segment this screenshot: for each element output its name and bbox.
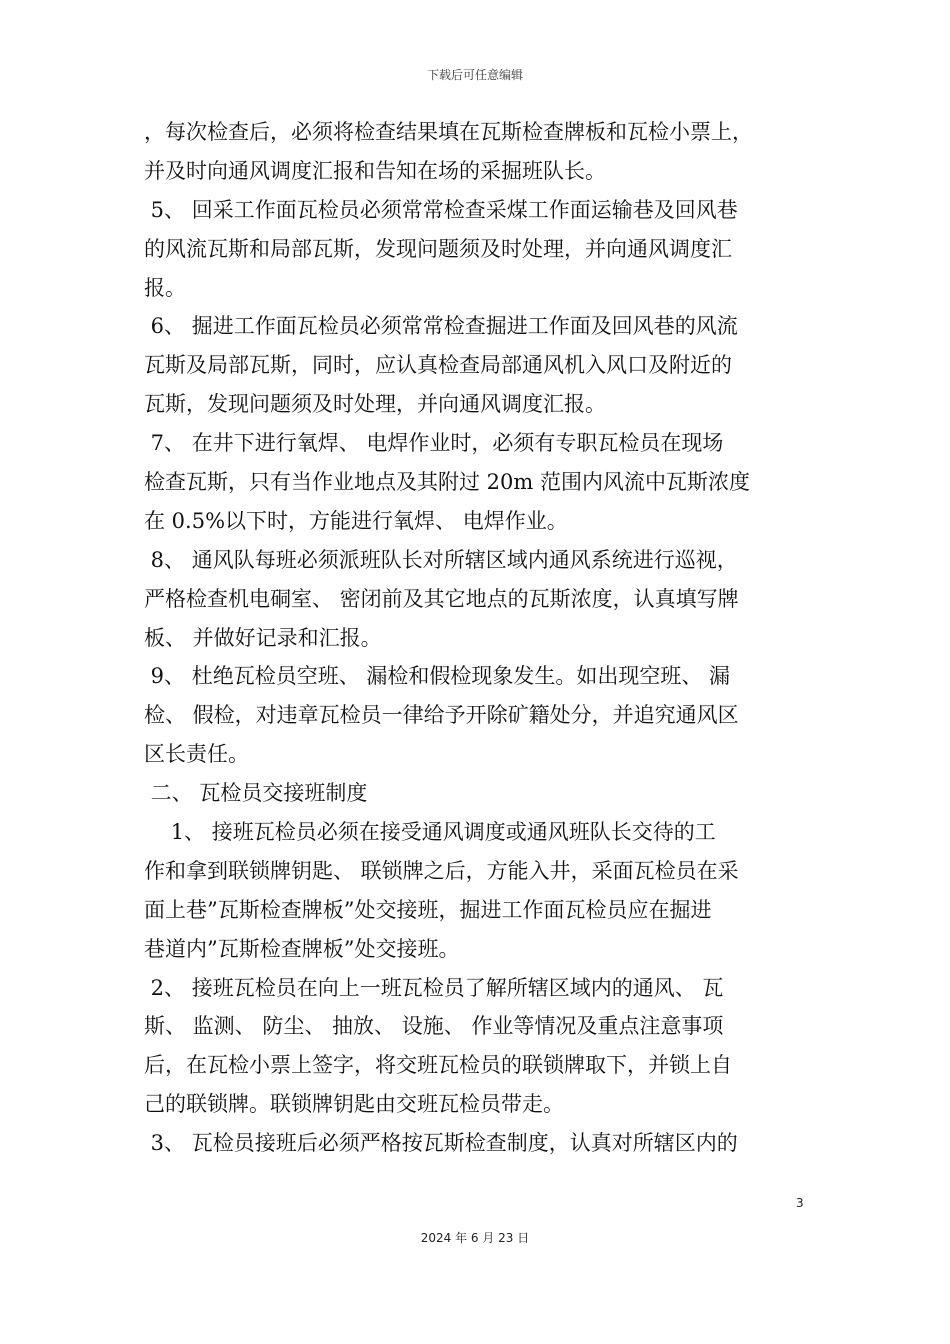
text-line: 1、 接班瓦检员必须在接受通风调度或通风班队长交待的工	[144, 820, 716, 845]
text-line: 3、 瓦检员接班后必须严格按瓦斯检查制度，认真对所辖区内的	[144, 1131, 738, 1156]
text-line: 检、 假检，对违章瓦检员一律给予开除矿籍处分，并追究通风区	[144, 703, 739, 728]
document-body	[144, 113, 808, 1163]
text-line: 板、 并做好记录和汇报。	[144, 625, 382, 650]
text-line: 区长责任。	[144, 742, 249, 767]
section-heading: 二、 瓦检员交接班制度	[144, 781, 368, 806]
text-line: 9、 杜绝瓦检员空班、 漏检和假检现象发生。如出现空班、 漏	[144, 664, 731, 689]
text-line: 5、 回采工作面瓦检员必须常常检查采煤工作面运输巷及回风巷	[144, 197, 738, 222]
text-line: 己的联锁牌。联锁牌钥匙由交班瓦检员带走。	[144, 1092, 564, 1117]
text-line: 检查瓦斯，只有当作业地点及其附过 20m 范围内风流中瓦斯浓度	[144, 470, 750, 495]
text-line: 作和拿到联锁牌钥匙、 联锁牌之后，方能入井，采面瓦检员在采	[144, 858, 739, 883]
text-line: 报。	[144, 275, 186, 300]
text-line: 8、 通风队每班必须派班队长对所辖区域内通风系统进行巡视，	[144, 547, 738, 572]
text-line: 巷道内”瓦斯检查牌板”处交接班。	[144, 936, 460, 961]
text-line: 7、 在井下进行氧焊、 电焊作业时，必须有专职瓦检员在现场	[144, 431, 724, 456]
text-line: 并及时向通风调度汇报和告知在场的采掘班队长。	[144, 158, 606, 183]
text-line: 的风流瓦斯和局部瓦斯，发现问题须及时处理，并向通风调度汇	[144, 236, 732, 261]
text-line: 瓦斯及局部瓦斯，同时，应认真检查局部通风机入风口及附近的	[144, 353, 732, 378]
text-line: ，每次检查后，必须将检查结果填在瓦斯检查牌板和瓦检小票上，	[144, 120, 753, 144]
text-line: 严格检查机电硐室、 密闭前及其它地点的瓦斯浓度，认真填写牌	[144, 586, 739, 611]
text-line: 瓦斯，发现问题须及时处理，并向通风调度汇报。	[144, 392, 606, 417]
page-footer-date: 2024 年 6 月 23 日	[420, 1231, 530, 1245]
text-line: 面上巷”瓦斯检查牌板”处交接班，掘进工作面瓦检员应在掘进	[144, 897, 712, 922]
page-number: 3	[796, 1196, 804, 1210]
text-line: 在 0.5%以下时，方能进行氧焊、 电焊作业。	[144, 508, 568, 533]
text-line: 6、 掘进工作面瓦检员必须常常检查掘进工作面及回风巷的风流	[144, 314, 738, 339]
text-line: 后，在瓦检小票上签字，将交班瓦检员的联锁牌取下，并锁上自	[144, 1053, 732, 1078]
text-line: 2、 接班瓦检员在向上一班瓦检员了解所辖区域内的通风、 瓦	[144, 975, 724, 1000]
page-header: 下载后可任意编辑	[426, 68, 523, 82]
text-line: 斯、 监测、 防尘、 抽放、 设施、 作业等情况及重点注意事项	[144, 1014, 724, 1039]
